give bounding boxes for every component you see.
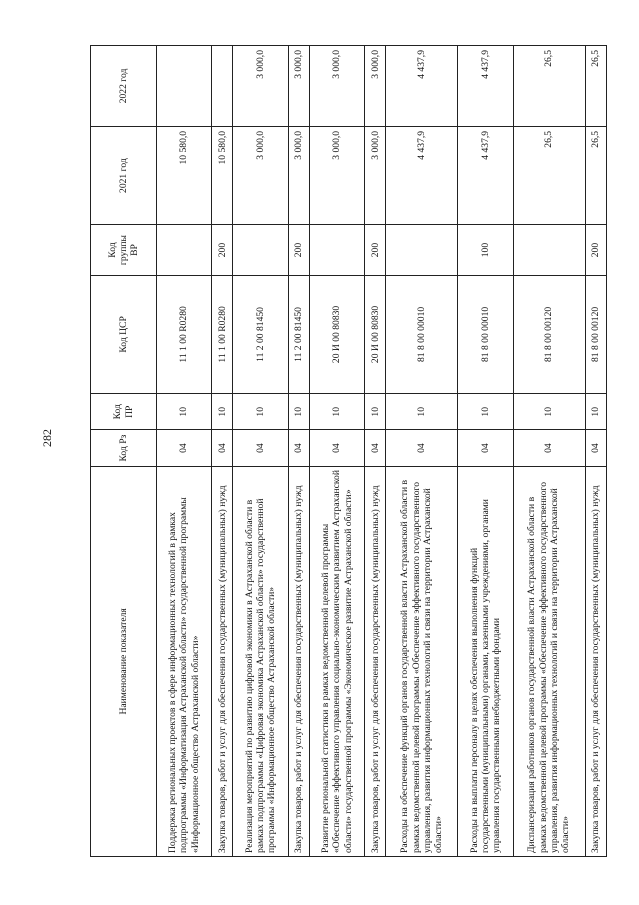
row-2022	[212, 46, 233, 127]
row-rz: 04	[309, 430, 364, 466]
row-2022	[157, 46, 212, 127]
budget-table	[90, 45, 607, 857]
row-rz: 04	[233, 430, 288, 466]
row-name: Развитие региональной статистики в рамках ведомственной целевой программы «Обеспечение эффективного управления социально-экономическим развитием Астраханской области» государственной программы «Экономическое развитие Астраханской области»	[309, 466, 364, 856]
row-2021: 10 580,0	[157, 126, 212, 224]
header-pr: Код ПР	[91, 394, 157, 430]
table-row	[212, 46, 233, 857]
row-2022: 26,5	[513, 46, 585, 127]
row-2021: 4 437,9	[458, 126, 513, 224]
row-name: Реализация мероприятий по развитию цифровой экономики в Астраханской области в рамках подпрограммы «Цифровая экономика Астраханской области» государственной программы «Информационное общество Астраханской области»	[233, 466, 288, 856]
row-csr: 81 8 00 00010	[386, 275, 458, 393]
header-csr: Код ЦСР	[91, 275, 157, 393]
row-2021: 10 580,0	[212, 126, 233, 224]
row-2021: 3 000,0	[365, 126, 386, 224]
header-vr: Код группы ВР	[91, 225, 157, 275]
header-rz: Код Рз	[91, 430, 157, 466]
row-pr: 10	[157, 394, 212, 430]
row-csr: 11 2 00 81450	[288, 275, 309, 393]
row-pr: 10	[212, 394, 233, 430]
table-row	[458, 46, 513, 857]
row-pr: 10	[309, 394, 364, 430]
row-pr: 10	[365, 394, 386, 430]
row-2022: 3 000,0	[233, 46, 288, 127]
row-name: Диспансеризация работников органов государственной власти Астраханской области в рамках ведомственной целевой программы «Обеспечение эффективного государственного управления, развития информационных технологий и связи на территории Астраханской области»	[513, 466, 585, 856]
row-rz: 04	[157, 430, 212, 466]
row-vr: 100	[458, 225, 513, 275]
row-vr	[386, 225, 458, 275]
row-pr: 10	[458, 394, 513, 430]
row-2022: 3 000,0	[365, 46, 386, 127]
header-2022: 2022 год	[91, 46, 157, 127]
row-vr: 200	[365, 225, 386, 275]
row-csr: 81 8 00 00120	[585, 275, 606, 393]
row-vr: 200	[212, 225, 233, 275]
row-rz: 04	[288, 430, 309, 466]
row-csr: 11 1 00 R0280	[212, 275, 233, 393]
row-pr: 10	[585, 394, 606, 430]
row-csr: 81 8 00 00120	[513, 275, 585, 393]
row-name: Закупка товаров, работ и услуг для обеспечения государственных (муниципальных) нужд	[365, 466, 386, 856]
row-csr: 11 1 00 R0280	[157, 275, 212, 393]
row-name: Расходы на выплаты персоналу в целях обеспечения выполнения функций государственными (муниципальными) органами, казенными учреждениями, органами управления государственными внебюджетными фондами	[458, 466, 513, 856]
row-rz: 04	[365, 430, 386, 466]
row-vr	[157, 225, 212, 275]
rotated-page-content	[90, 45, 607, 857]
row-2022: 3 000,0	[309, 46, 364, 127]
row-rz: 04	[458, 430, 513, 466]
row-vr	[233, 225, 288, 275]
row-csr: 20 И 00 80830	[365, 275, 386, 393]
row-rz: 04	[513, 430, 585, 466]
row-pr: 10	[288, 394, 309, 430]
row-vr	[513, 225, 585, 275]
row-2022: 26,5	[585, 46, 606, 127]
row-name: Расходы на обеспечение функций органов государственной власти Астраханской области в рамках ведомственной целевой программы «Обеспечение эффективного государственного управления, развития информационных технологий и связи на территории Астраханской области»	[386, 466, 458, 856]
row-pr: 10	[233, 394, 288, 430]
row-pr: 10	[513, 394, 585, 430]
table-row	[365, 46, 386, 857]
table-row	[513, 46, 585, 857]
row-2021: 3 000,0	[309, 126, 364, 224]
table-row	[288, 46, 309, 857]
row-2021: 3 000,0	[233, 126, 288, 224]
table-row	[233, 46, 288, 857]
page-number: 282	[40, 429, 54, 447]
row-name: Закупка товаров, работ и услуг для обеспечения государственных (муниципальных) нужд	[585, 466, 606, 856]
row-2022: 4 437,9	[386, 46, 458, 127]
row-rz: 04	[386, 430, 458, 466]
table-row	[309, 46, 364, 857]
table-row	[585, 46, 606, 857]
header-2021: 2021 год	[91, 126, 157, 224]
table-row	[386, 46, 458, 857]
row-2021: 4 437,9	[386, 126, 458, 224]
row-name: Закупка товаров, работ и услуг для обеспечения государственных (муниципальных) нужд	[212, 466, 233, 856]
row-name: Поддержка региональных проектов в сфере информационных технологий в рамках подпрограммы «Информатизация Астраханской области» государственной программы «Информационное общество Астраханской области»	[157, 466, 212, 856]
table-header-row	[91, 46, 157, 857]
row-vr	[309, 225, 364, 275]
row-2022: 4 437,9	[458, 46, 513, 127]
row-2022: 3 000,0	[288, 46, 309, 127]
row-2021: 3 000,0	[288, 126, 309, 224]
header-name: Наименование показателя	[91, 466, 157, 856]
row-2021: 26,5	[585, 126, 606, 224]
row-csr: 20 И 00 80830	[309, 275, 364, 393]
table-row	[157, 46, 212, 857]
row-vr: 200	[585, 225, 606, 275]
row-vr: 200	[288, 225, 309, 275]
row-csr: 11 2 00 81450	[233, 275, 288, 393]
row-2021: 26,5	[513, 126, 585, 224]
row-csr: 81 8 00 00010	[458, 275, 513, 393]
row-name: Закупка товаров, работ и услуг для обеспечения государственных (муниципальных) нужд	[288, 466, 309, 856]
row-rz: 04	[585, 430, 606, 466]
row-pr: 10	[386, 394, 458, 430]
row-rz: 04	[212, 430, 233, 466]
